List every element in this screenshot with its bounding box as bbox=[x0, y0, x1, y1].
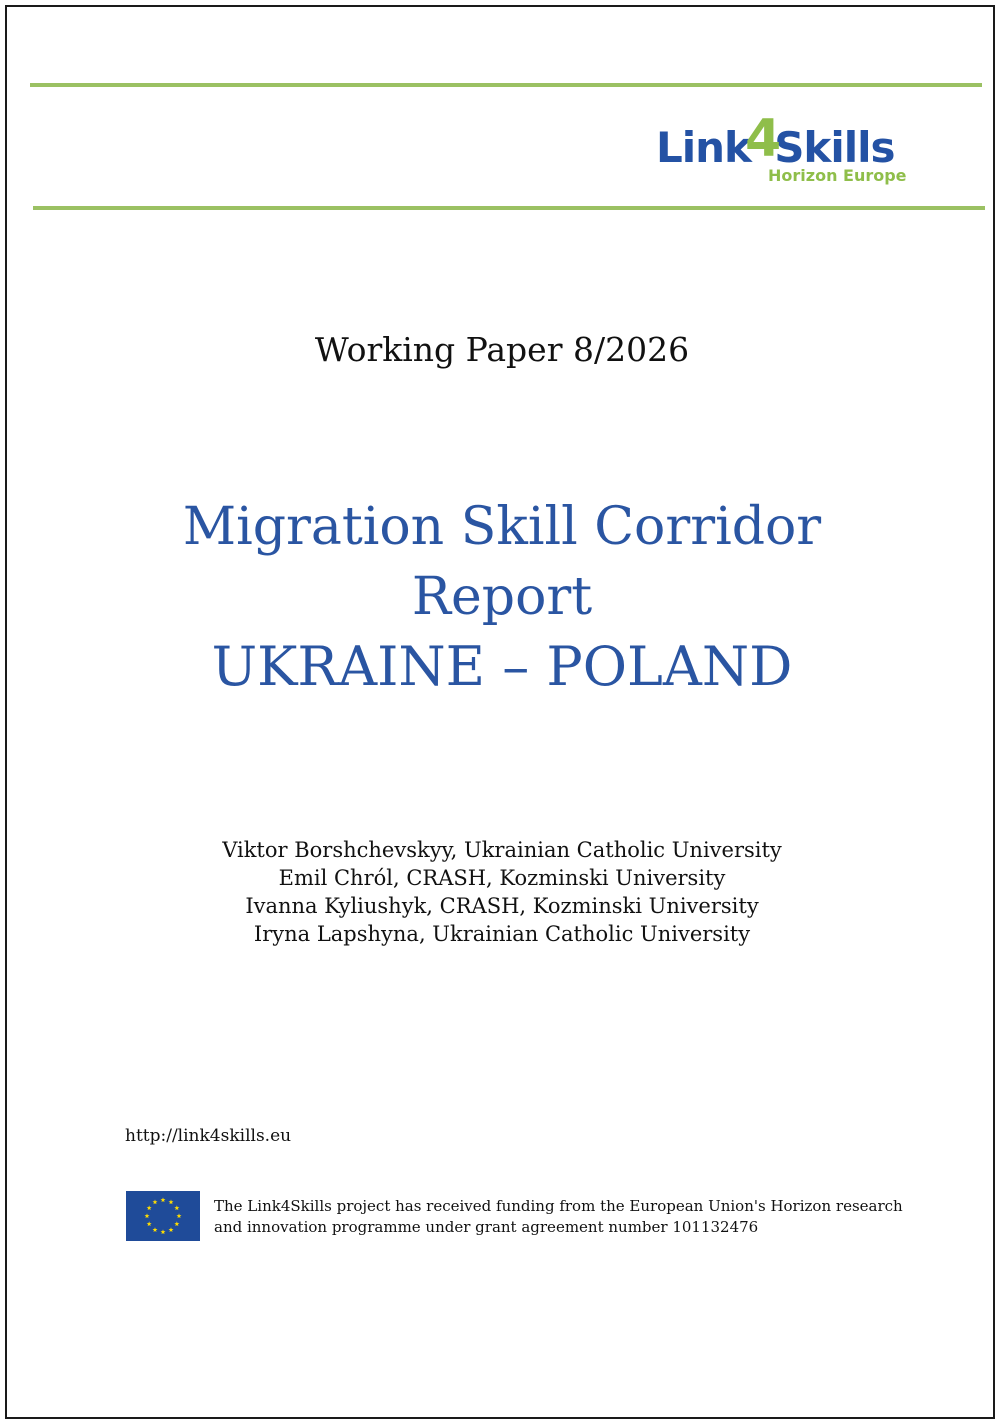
logo-subtitle: Horizon Europe bbox=[768, 166, 907, 185]
top-divider bbox=[30, 83, 982, 87]
logo-word-link: Link bbox=[656, 123, 751, 172]
eu-star-icon bbox=[145, 1213, 150, 1218]
eu-star-icon bbox=[147, 1205, 152, 1210]
author-line: Iryna Lapshyna, Ukrainian Catholic University bbox=[253, 922, 751, 946]
project-url[interactable]: http://link4skills.eu bbox=[125, 1126, 292, 1146]
logo-word-skills: Skills bbox=[774, 123, 895, 172]
eu-flag-icon bbox=[126, 1191, 200, 1241]
funding-line-1: The Link4Skills project has received funding from the European Union's Horizon research bbox=[214, 1197, 903, 1215]
eu-star-icon bbox=[161, 1197, 166, 1202]
eu-star-icon bbox=[153, 1227, 158, 1232]
eu-star-icon bbox=[169, 1227, 174, 1232]
bottom-divider bbox=[33, 206, 985, 210]
author-list bbox=[0, 836, 1004, 948]
author-line: Emil Chról, CRASH, Kozminski University bbox=[278, 866, 726, 890]
link4skills-logo bbox=[648, 108, 918, 192]
title-line-1: Migration Skill Corridor bbox=[182, 497, 822, 557]
logo-digit-four: 4 bbox=[745, 109, 781, 169]
working-paper-number: Working Paper 8/2026 bbox=[314, 330, 690, 369]
eu-star-icon bbox=[161, 1229, 166, 1234]
eu-star-icon bbox=[174, 1221, 179, 1226]
funding-statement bbox=[214, 1196, 914, 1238]
report-title bbox=[0, 492, 1004, 702]
author-line: Viktor Borshchevskyy, Ukrainian Catholic University bbox=[222, 838, 782, 862]
eu-star-icon bbox=[174, 1205, 179, 1210]
title-line-2: Report bbox=[411, 567, 593, 627]
eu-star-icon bbox=[147, 1221, 152, 1226]
title-line-3: UKRAINE – POLAND bbox=[211, 635, 793, 698]
eu-star-icon bbox=[169, 1200, 174, 1205]
eu-star-icon bbox=[177, 1213, 182, 1218]
funding-line-2: and innovation programme under grant agreement number 101132476 bbox=[214, 1218, 759, 1236]
eu-star-icon bbox=[153, 1200, 158, 1205]
author-line: Ivanna Kyliushyk, CRASH, Kozminski University bbox=[245, 894, 759, 918]
